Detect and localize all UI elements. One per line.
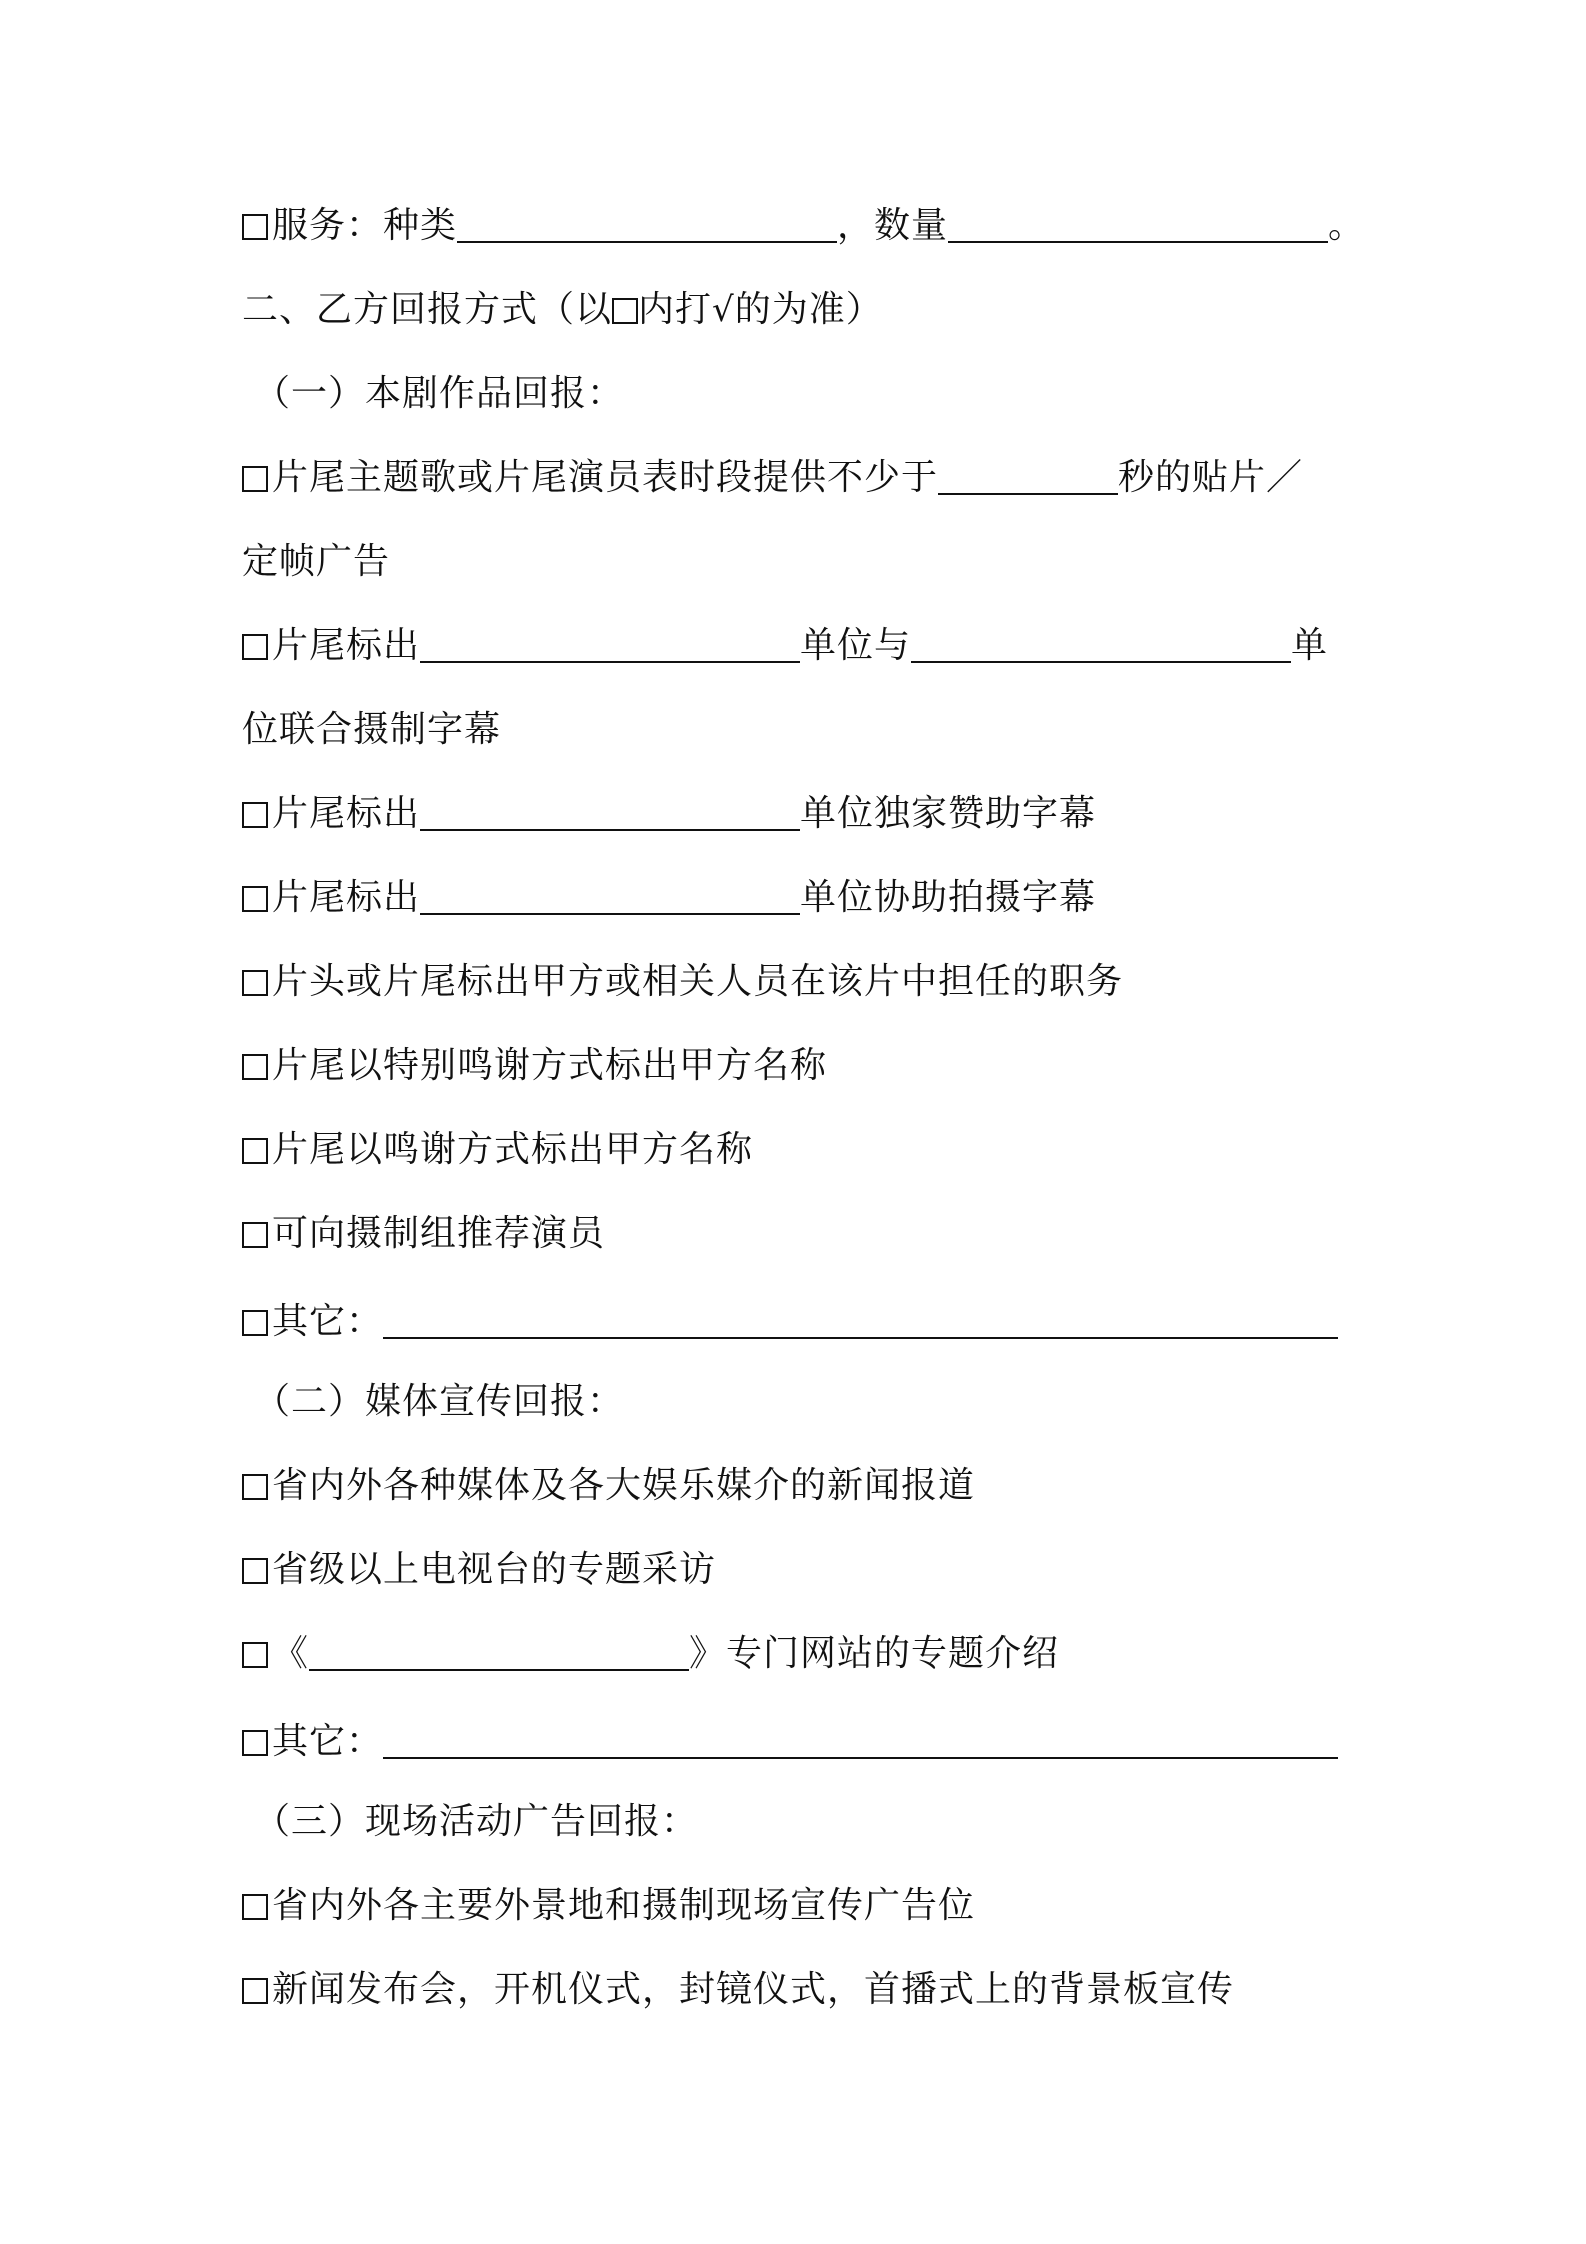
- other-2-checkbox[interactable]: [242, 1730, 268, 1756]
- joint-production-checkbox[interactable]: [242, 634, 268, 660]
- thanks-checkbox[interactable]: [242, 1138, 268, 1164]
- heading-box-icon: [612, 298, 638, 324]
- seconds-blank[interactable]: [938, 459, 1118, 495]
- joint-unit1-blank[interactable]: [420, 627, 800, 663]
- other-2-blank[interactable]: [383, 1723, 1338, 1759]
- exclusive-sponsor-checkbox[interactable]: [242, 802, 268, 828]
- recommend-actor-checkbox[interactable]: [242, 1222, 268, 1248]
- option-joint-production-cont: 位联合摄制字幕: [242, 709, 502, 750]
- special-thanks-checkbox[interactable]: [242, 1054, 268, 1080]
- option-joint-production: 片尾标出 单位与 单: [242, 620, 1366, 672]
- other-1-blank[interactable]: [383, 1303, 1338, 1339]
- option-other-2: 其它：: [242, 1716, 1366, 1768]
- joint-unit2-blank[interactable]: [911, 627, 1291, 663]
- press-conference-checkbox[interactable]: [242, 1978, 268, 2004]
- option-thanks: 片尾以鸣谢方式标出甲方名称: [242, 1124, 1366, 1176]
- subheading-2: （二）媒体宣传回报：: [254, 1381, 625, 1422]
- service-checkbox[interactable]: [242, 214, 268, 240]
- other-1-checkbox[interactable]: [242, 1310, 268, 1336]
- checkmark-sqrt-icon: √: [712, 290, 735, 330]
- option-website: 《 》专门网站的专题介绍: [242, 1628, 1366, 1680]
- location-ads-checkbox[interactable]: [242, 1894, 268, 1920]
- option-news-report: 省内外各种媒体及各大娱乐媒介的新闻报道: [242, 1460, 1366, 1512]
- website-checkbox[interactable]: [242, 1642, 268, 1668]
- sponsor-unit-blank[interactable]: [420, 795, 800, 831]
- option-ending-ad: 片尾主题歌或片尾演员表时段提供不少于 秒的贴片／: [242, 452, 1366, 504]
- service-type-blank[interactable]: [457, 207, 837, 243]
- service-line: 服务：种类 ，数量 。: [242, 200, 1366, 252]
- credit-title-checkbox[interactable]: [242, 970, 268, 996]
- subheading-3: （三）现场活动广告回报：: [254, 1801, 699, 1842]
- option-recommend-actor: 可向摄制组推荐演员: [242, 1208, 1366, 1260]
- option-other-1: 其它：: [242, 1296, 1366, 1348]
- tv-interview-checkbox[interactable]: [242, 1558, 268, 1584]
- option-special-thanks: 片尾以特别鸣谢方式标出甲方名称: [242, 1040, 1366, 1092]
- option-credit-title: 片头或片尾标出甲方或相关人员在该片中担任的职务: [242, 956, 1366, 1008]
- option-assist-shooting: 片尾标出 单位协助拍摄字幕: [242, 872, 1366, 924]
- assist-unit-blank[interactable]: [420, 879, 800, 915]
- news-report-checkbox[interactable]: [242, 1474, 268, 1500]
- subheading-1: （一）本剧作品回报：: [254, 373, 625, 414]
- option-location-ads: 省内外各主要外景地和摄制现场宣传广告位: [242, 1880, 1366, 1932]
- option-ending-ad-cont: 定帧广告: [242, 541, 391, 582]
- option-press-conference: 新闻发布会，开机仪式，封镜仪式，首播式上的背景板宣传: [242, 1964, 1366, 2016]
- section-heading-2: 二、乙方回报方式（以 内打√的为准）: [242, 289, 883, 330]
- option-tv-interview: 省级以上电视台的专题采访: [242, 1544, 1366, 1596]
- service-quantity-blank[interactable]: [948, 207, 1328, 243]
- website-name-blank[interactable]: [309, 1635, 689, 1671]
- option-exclusive-sponsor: 片尾标出 单位独家赞助字幕: [242, 788, 1366, 840]
- ending-ad-checkbox[interactable]: [242, 466, 268, 492]
- assist-shooting-checkbox[interactable]: [242, 886, 268, 912]
